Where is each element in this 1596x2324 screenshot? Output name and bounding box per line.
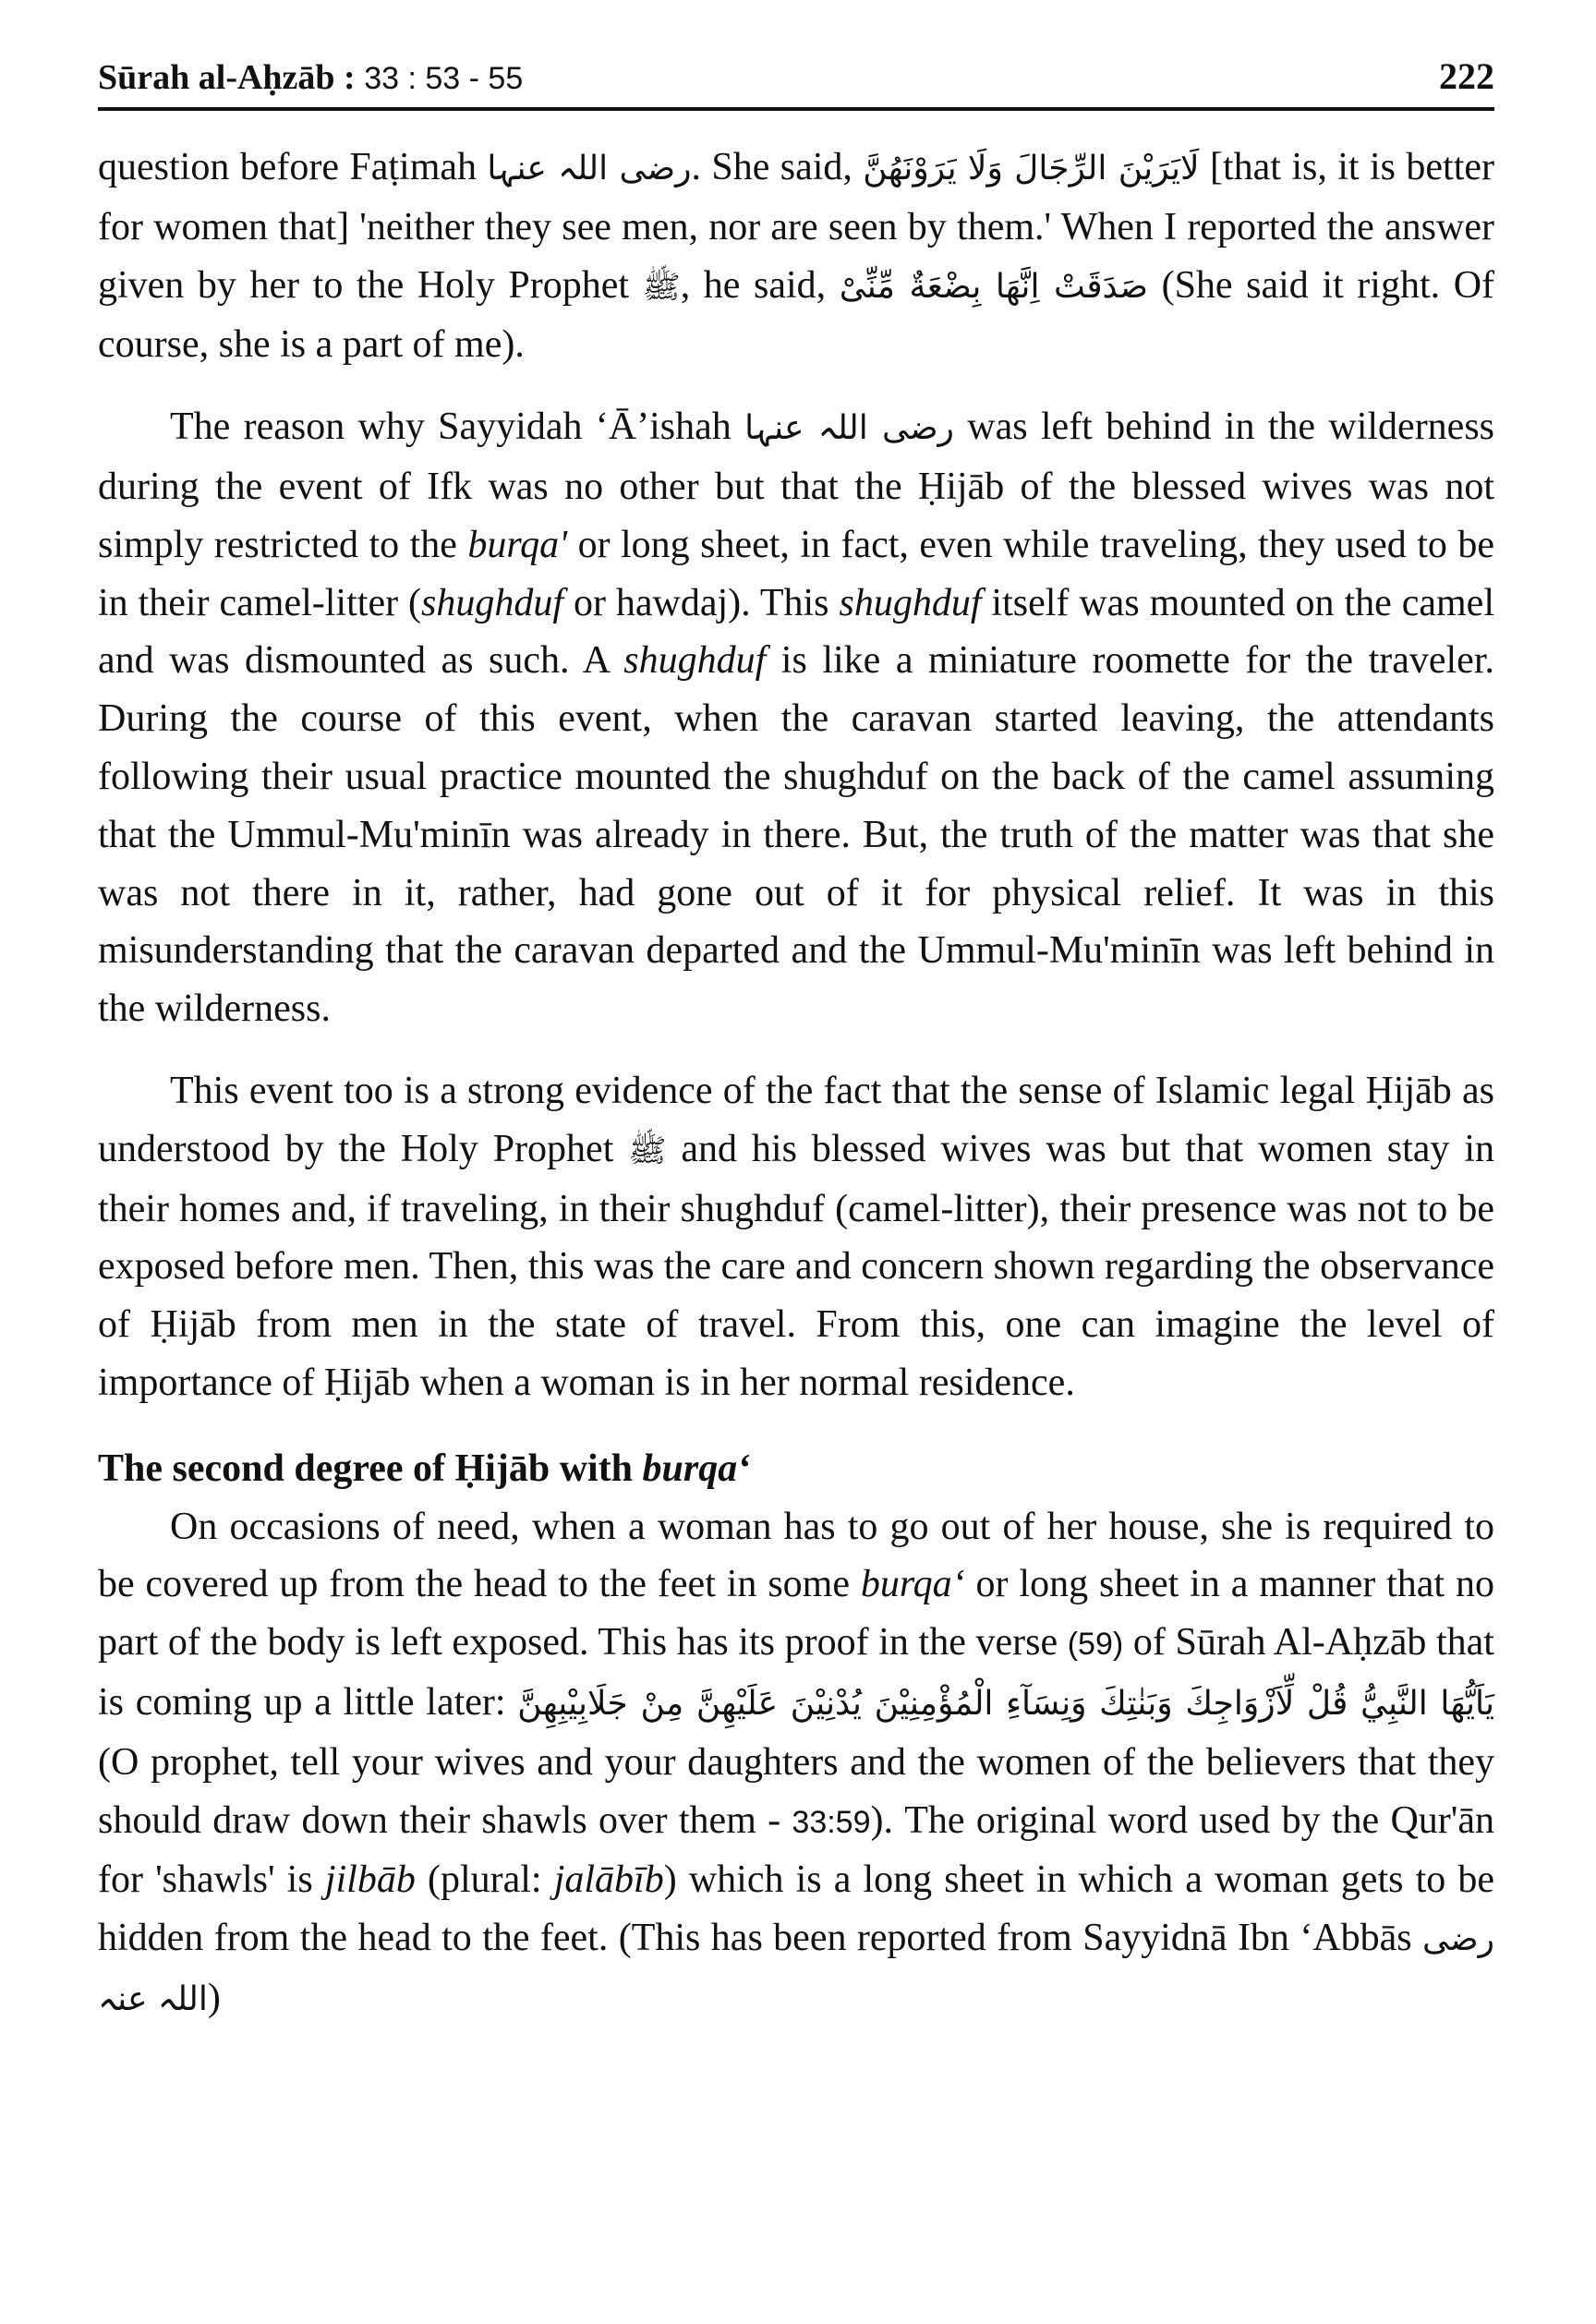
surah-title: Sūrah al-Aḥzāb :: [98, 58, 365, 97]
arabic-honorific: رضی اللہ عنہ: [98, 1920, 1494, 2018]
paragraph-1: question before Faṭimah رضی اللہ عنہا. She said, لَایَرَیْنَ الرِّجَالَ وَلَا یَرَوْنَهُنَّ [that is, it is better for women that] 'neither they see men, nor are seen by them.' When I reported the answer given by her to the Holy Prophet ﷺ, he said, صَدَقَتْ اِنَّهَا بِضْعَةٌ مِّنِّیْ (She said it right. Of course, she is a part of me).: [98, 146, 1495, 367]
paragraph-4: On occasions of need, when a woman has to go out of her house, she is required to be covered up from the head to the feet in some burqa‘ or long sheet in a manner that no part of the body is left exposed. This has its proof in the verse (59) of Sūrah Al-Aḥzāb that is coming up a little later: يَاَيُّهَا النَّبِيُّ قُلْ لِّاَزْوَاجِكَ وَبَنٰتِكَ وَنِسَآءِ الْمُؤْمِنِيْنَ يُدْنِيْنَ عَلَيْهِنَّ مِنْ جَلَابِيْبِهِنَّ (O prophet, tell your wives and your daughters and the women of the believers that they should draw down their shawls over them - 33:59). The original word used by the Qur'ān for 'shawls' is jilbāb (plural: jalābīb) which is a long sheet in which a woman gets to be hidden from the head to the feet. (This has been reported from Sayyidnā Ibn ‘Abbās رضی اللہ عنہ): [98, 1505, 1495, 2019]
arabic-quote: صَدَقَتْ اِنَّهَا بِضْعَةٌ مِّنِّیْ: [839, 267, 1148, 306]
verse-reference: 33:59: [792, 1804, 871, 1840]
running-header: [98, 55, 1494, 107]
paragraph-3: This event too is a strong evidence of the fact that the sense of Islamic legal Ḥijāb as understood by the Holy Prophet ﷺ and his blessed wives was but that women stay in their homes and, if traveling, in their shughduf (camel-litter), their presence was not to be exposed before men. Then, this was the care and concern shown regarding the observance of Ḥijāb from men in the state of travel. From this, one can imagine the level of importance of Ḥijāb when a woman is in her normal residence.: [98, 1069, 1495, 1404]
arabic-honorific: رضی اللہ عنہا: [487, 150, 692, 188]
arabic-verse: يَاَيُّهَا النَّبِيُّ قُلْ لِّاَزْوَاجِكَ وَبَنٰتِكَ وَنِسَآءِ الْمُؤْمِنِيْنَ يُدْنِيْنَ عَلَيْهِنَّ مِنْ جَلَابِيْبِهِنَّ: [517, 1684, 1494, 1723]
arabic-honorific: رضی اللہ عنہا: [744, 409, 954, 448]
arabic-quote: لَایَرَیْنَ الرِّجَالَ وَلَا یَرَوْنَهُنَّ: [863, 150, 1200, 188]
paragraph-2: The reason why Sayyidah ‘Ā’ishah رضی اللہ عنہا was left behind in the wilderness during the event of Ifk was no other but that the Ḥijāb of the blessed wives was not simply restricted to the burqa' or long sheet, in fact, even while traveling, they used to be in their camel-litter (shughduf or hawdaj). This shughduf itself was mounted on the camel and was dismounted as such. A shughduf is like a miniature roomette for the traveler. During the course of this event, when the caravan started leaving, the attendants following their usual practice mounted the shughduf on the back of the camel assuming that the Ummul-Mu'minīn was already in there. But, the truth of the matter was that she was not there in it, rather, had gone out of it for physical relief. It was in this misunderstanding that the caravan departed and the Ummul-Mu'minīn was left behind in the wilderness.: [98, 405, 1495, 1031]
section-heading: The second degree of Ḥijāb with burqa‘: [98, 1446, 751, 1490]
salutation-symbol: ﷺ: [642, 268, 681, 306]
page-number: 222: [1439, 55, 1494, 97]
header-rule: [98, 107, 1494, 111]
verse-reference: (59): [1067, 1627, 1124, 1663]
salutation-symbol: ﷺ: [628, 1132, 667, 1169]
verse-range: 33 : 53 - 55: [364, 61, 524, 96]
chapter-heading: [98, 56, 523, 100]
